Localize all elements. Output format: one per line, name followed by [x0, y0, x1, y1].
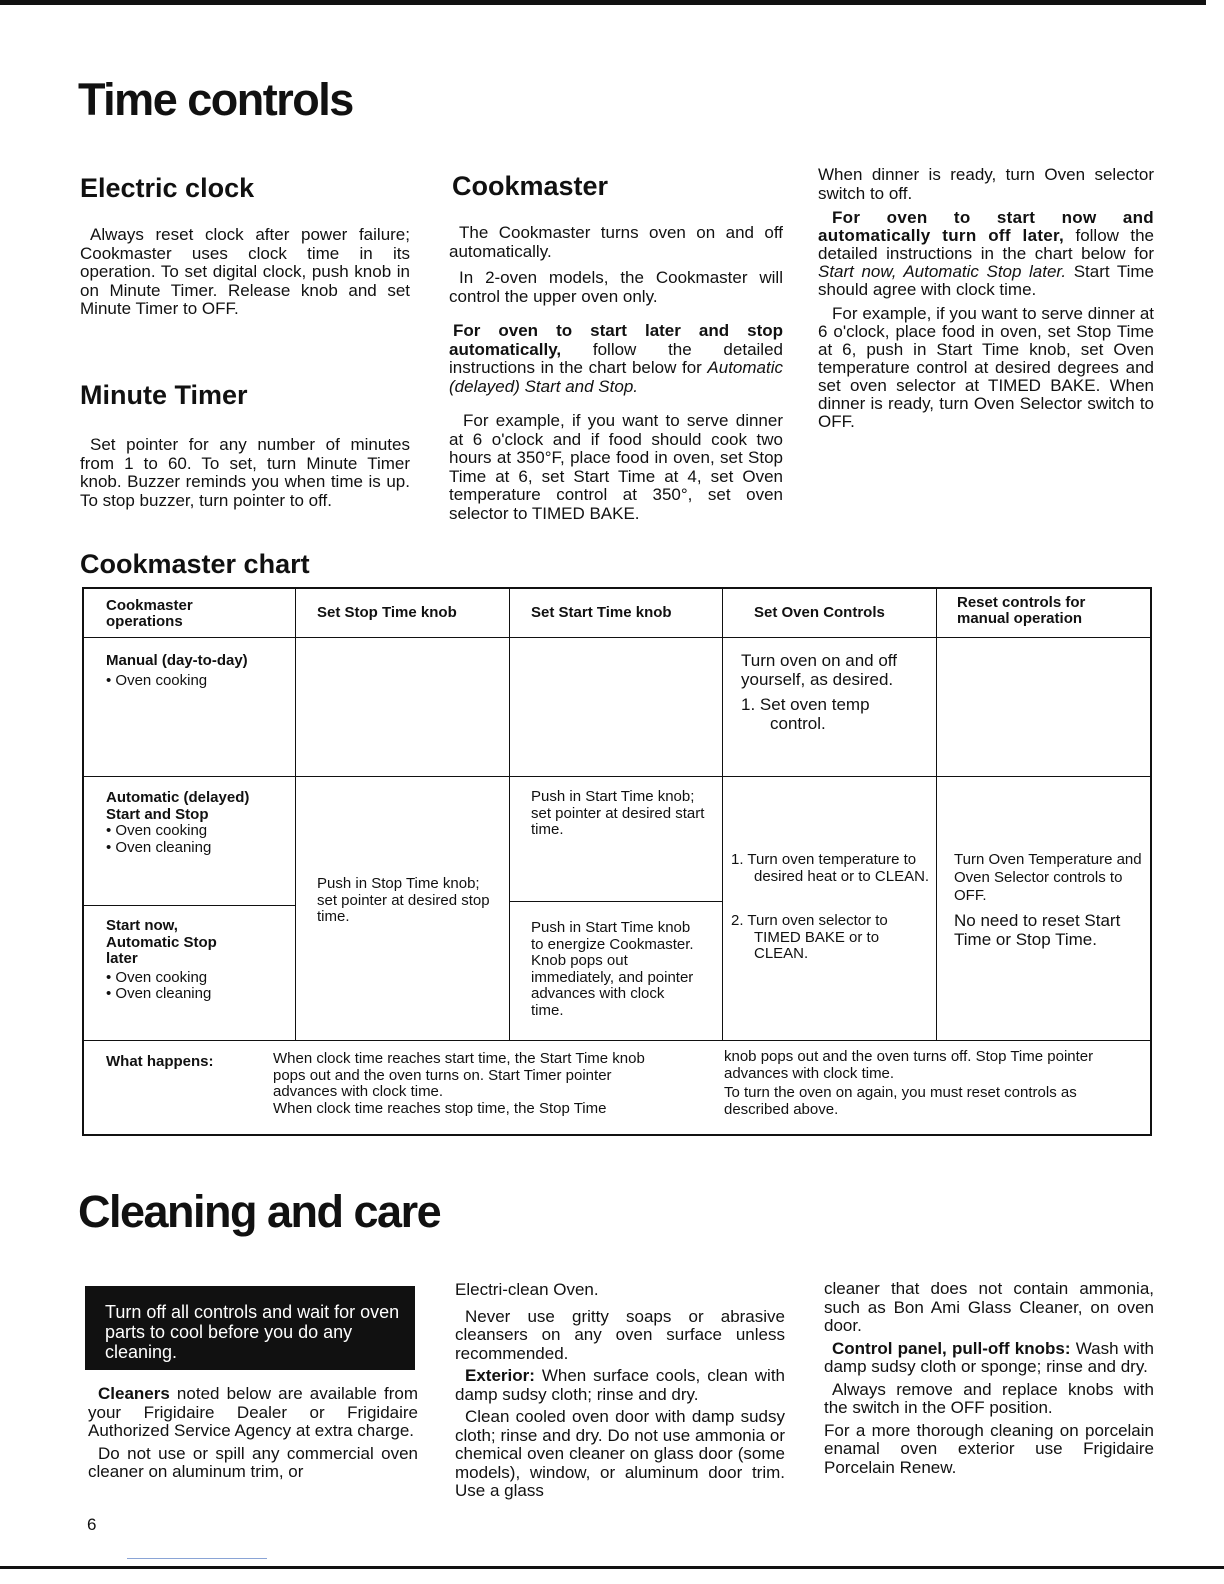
- what-happens-right: [724, 1049, 1124, 1118]
- start-now-bullet-2: • Oven cleaning: [106, 985, 212, 1002]
- cookmaster-p3-rest: follow the detailed instructions in the chart below for: [449, 339, 783, 377]
- exterior-rest: When surface cools, clean with damp sudsy cloth; rinse and dry.: [455, 1366, 785, 1404]
- header-start-time: Set Start Time knob: [531, 604, 672, 621]
- cookmaster-heading: Cookmaster: [452, 171, 609, 201]
- no-commercial-text: Do not use or spill any commercial oven cleaner on aluminum trim, or: [88, 1443, 418, 1481]
- chart-hline: [84, 637, 1150, 638]
- electric-clock-text: Always reset clock after power failure; Cookmaster uses clock time in its operation. To set digital clock, push knob in on Minute Timer. Release knob and set Minute Timer to OFF.: [80, 225, 410, 318]
- blue-rule: [127, 1558, 267, 1559]
- control-panel-text: [824, 1340, 1154, 1377]
- cookmaster-p3: [449, 322, 783, 396]
- what-happens-label: What happens:: [106, 1053, 214, 1070]
- manual-oven-step: 1. Set oven temp control.: [741, 695, 870, 733]
- electric-clock-heading: Electric clock: [80, 173, 255, 203]
- never-text: Never use gritty soaps or abrasive cleansers on any oven surface unless recommended.: [455, 1306, 785, 1363]
- start-now-operation: [106, 918, 286, 1003]
- col3-p2-bold: For oven to start now and automatically turn off later,: [818, 208, 1154, 245]
- electri-clean-text: Electri-clean Oven.: [455, 1280, 599, 1299]
- exterior-bold: Exterior:: [465, 1366, 535, 1385]
- header-stop-time: Set Stop Time knob: [317, 604, 457, 621]
- start-now-title: Start now, Automatic Stop later: [106, 917, 217, 967]
- cleaners-text: [88, 1385, 418, 1441]
- col3-p1: When dinner is ready, turn Oven selector switch to off.: [818, 165, 1154, 203]
- cleaners-bold: Cleaners: [98, 1384, 170, 1403]
- header-operations: Cookmaster operations: [106, 597, 193, 630]
- cleaning-column-3: [824, 1280, 1154, 1485]
- knobs-text: Always remove and replace knobs with the switch in the OFF position.: [824, 1379, 1154, 1417]
- chart-vline: [295, 589, 296, 1040]
- header-oven-controls: Set Oven Controls: [754, 604, 885, 621]
- col3-p2-rest: follow the detailed instructions in the chart below for: [818, 226, 1154, 263]
- manual-oven-controls: [741, 651, 921, 733]
- cookmaster-p3-bold: For oven to start later and stop automatically,: [449, 321, 783, 359]
- what-happens-right-text-2: To turn the oven on again, you must reset controls as described above.: [724, 1084, 1077, 1118]
- chart-hline: [84, 905, 295, 906]
- what-happens-left: [273, 1051, 673, 1117]
- manual-operation: [106, 653, 286, 689]
- stop-time-instructions: Push in Stop Time knob; set pointer at desired stop time.: [317, 875, 490, 925]
- cookmaster-p3-italic: Automatic (delayed) Start and Stop.: [449, 358, 783, 396]
- header-reset-controls: Reset controls for manual operation: [957, 594, 1086, 627]
- exterior-text: [455, 1367, 785, 1404]
- cleaners-rest: noted below are available from your Frigidaire Dealer or Frigidaire Authorized Service Agency at extra charge.: [88, 1384, 418, 1440]
- chart-hline: [84, 776, 1150, 777]
- automatic-operation: [106, 790, 286, 856]
- reset-text-1: Turn Oven Temperature and Oven Selector controls to OFF.: [954, 851, 1142, 904]
- cookmaster-text: [449, 224, 783, 531]
- col3-p2: [818, 209, 1154, 299]
- manual-oven-controls-text: Turn oven on and off yourself, as desired.: [741, 651, 897, 689]
- manual-title: Manual (day-to-day): [106, 652, 248, 669]
- start-now-bullet-1: • Oven cooking: [106, 968, 208, 986]
- glass-cleaner-text: cleaner that does not contain ammonia, such as Bon Ami Glass Cleaner, on oven door.: [824, 1279, 1154, 1335]
- oven-step-1: 1. Turn oven temperature to desired heat or to CLEAN.: [731, 851, 930, 885]
- col3-p2-italic: Start now, Automatic Stop later.: [818, 262, 1067, 281]
- chart-hline: [509, 901, 722, 902]
- minute-timer-heading: Minute Timer: [80, 380, 248, 410]
- automatic-bullet-2: • Oven cleaning: [106, 838, 212, 856]
- chart-vline: [509, 589, 510, 1040]
- automatic-bullet-1: • Oven cooking: [106, 822, 208, 839]
- cleaning-column-1: [88, 1385, 418, 1490]
- cleaning-heading: Cleaning and care: [78, 1186, 441, 1237]
- page-title: Time controls: [78, 74, 353, 125]
- control-panel-rest: Wash with damp sudsy cloth or sponge; rinse and dry.: [824, 1338, 1154, 1376]
- bottom-rule: [0, 1566, 1224, 1569]
- reset-text-2: No need to reset Start Time or Stop Time.: [954, 911, 1121, 949]
- cookmaster-p1: The Cookmaster turns oven on and off automatically.: [449, 223, 783, 261]
- oven-step-2: 2. Turn oven selector to TIMED BAKE or to CLEAN.: [731, 912, 888, 962]
- cookmaster-p4: For example, if you want to serve dinner at 6 o'clock and if food should cook two hours at 350°F, place food in oven, set Stop Time at 6, set Start Time at 4, set Oven temperature control at 350°, set oven selector to TIMED BAKE.: [449, 411, 783, 523]
- minute-timer-text: Set pointer for any number of minutes from 1 to 60. To set, turn Minute Timer knob. Buzzer reminds you when time is up. To stop buzzer, turn pointer to off.: [80, 435, 410, 510]
- top-rule: [0, 0, 1206, 5]
- what-happens-left-text: When clock time reaches start time, the Start Time knob pops out and the oven turns on. Start Timer pointer advances with clock time.: [273, 1050, 645, 1100]
- start-now-start-time: Push in Start Time knob to energize Cookmaster. Knob pops out immediately, and pointer advances with clock time.: [531, 919, 694, 1019]
- porcelain-text: For a more thorough cleaning on porcelain enamal oven exterior use Frigidaire Porcelain Renew.: [824, 1420, 1154, 1477]
- chart-vline: [722, 589, 723, 1040]
- chart-hline: [84, 1040, 1150, 1041]
- col3-p3: For example, if you want to serve dinner at 6 o'clock, place food in oven, set Stop Time at 6, push in Start Time knob, set Oven temperature control at desired degrees and set oven selector at TIMED BAKE. When dinner is ready, turn Oven Selector switch to OFF.: [818, 304, 1154, 431]
- cookmaster-chart: [82, 587, 1152, 1136]
- what-happens-left-text-2: When clock time reaches stop time, the Stop Time: [273, 1099, 607, 1117]
- col3-p2-end: Start Time should agree with clock time.: [818, 262, 1155, 299]
- cookmaster-chart-heading: Cookmaster chart: [80, 549, 310, 579]
- control-panel-bold: Control panel, pull-off knobs:: [832, 1338, 1071, 1358]
- door-text: Clean cooled oven door with damp sudsy cloth; rinse and dry. Do not use ammonia or chemical oven cleaner on glass door (some models), window, or aluminum door trim. Use a glass: [455, 1407, 785, 1500]
- warning-box: Turn off all controls and wait for oven parts to cool before you do any cleaning.: [85, 1286, 415, 1370]
- what-happens-right-text: knob pops out and the oven turns off. Stop Time pointer advances with clock time.: [724, 1048, 1094, 1082]
- automatic-start-time: Push in Start Time knob; set pointer at desired start time.: [531, 788, 705, 838]
- page-number: 6: [87, 1515, 97, 1534]
- automatic-title: Automatic (delayed) Start and Stop: [106, 789, 250, 823]
- manual-bullet: • Oven cooking: [106, 671, 208, 689]
- chart-vline: [936, 589, 937, 1040]
- column-3-text: [818, 166, 1154, 439]
- cleaning-column-2: [455, 1281, 785, 1509]
- cookmaster-p2: In 2-oven models, the Cookmaster will control the upper oven only.: [449, 268, 783, 306]
